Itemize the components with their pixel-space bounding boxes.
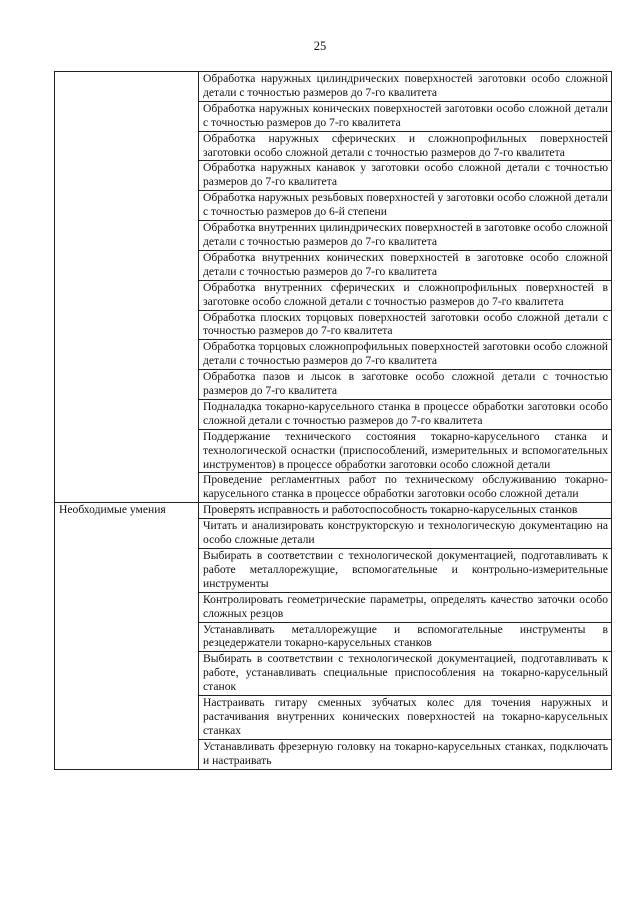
table-cell: Устанавливать фрезерную головку на токарно-карусельных станках, подключать и настраивать xyxy=(199,739,612,769)
page-number: 25 xyxy=(313,39,327,53)
table-cell: Обработка внутренних сферических и сложнопрофильных поверхностей в заготовке особо сложной детали с точностью размеров до 7-го квалитета xyxy=(199,280,612,310)
table-cell: Обработка пазов и лысок в заготовке особо сложной детали с точностью размеров до 7-го квалитета xyxy=(199,370,612,400)
table-cell: Проверять исправность и работоспособность токарно-карусельных станков xyxy=(199,503,612,519)
table-cell: Выбирать в соответствии с технологической документацией, подготавливать к работе, устанавливать специальные приспособления на токарно-карусельный станок xyxy=(199,652,612,696)
table-row xyxy=(55,503,612,519)
table-cell: Обработка наружных сферических и сложнопрофильных поверхностей заготовки особо сложной детали с точностью размеров до 7-го квалитета xyxy=(199,131,612,161)
table-cell: Обработка внутренних цилиндрических поверхностей в заготовке особо сложной детали с точностью размеров до 7-го квалитета xyxy=(199,221,612,251)
table-cell: Читать и анализировать конструкторскую и технологическую документацию на особо сложные детали xyxy=(199,519,612,549)
table-cell: Устанавливать металлорежущие и вспомогательные инструменты в резцедержатели токарно-карусельных станков xyxy=(199,622,612,652)
table-cell: Подналадка токарно-карусельного станка в процессе обработки заготовки особо сложной детали с точностью размеров до 7-го квалитета xyxy=(199,399,612,429)
table-cell: Поддержание технического состояния токарно-карусельного станка и технологической оснастки (приспособлений, измерительных и вспомогательных инструментов) в процессе обработки заготовки особо сложной детали xyxy=(199,429,612,473)
table-cell: Настраивать гитару сменных зубчатых колес для точения наружных и растачивания внутренних конических поверхностей на токарно-карусельных станках xyxy=(199,696,612,740)
table-cell: Контролировать геометрические параметры, определять качество заточки особо сложных резцов xyxy=(199,592,612,622)
table-cell: Обработка внутренних конических поверхностей в заготовке особо сложной детали с точностью размеров до 7-го квалитета xyxy=(199,250,612,280)
table-cell: Обработка наружных резьбовых поверхностей у заготовки особо сложной детали с точностью размеров до 6-й степени xyxy=(199,191,612,221)
table-cell: Выбирать в соответствии с технологической документацией, подготавливать к работе металлорежущие, вспомогательные и контрольно-измерительные инструменты xyxy=(199,549,612,593)
table-cell: Проведение регламентных работ по техническому обслуживанию токарно-карусельного станка в процессе обработки заготовки особо сложной детали xyxy=(199,473,612,503)
table-cell: Обработка наружных конических поверхностей заготовки особо сложной детали с точностью размеров до 7-го квалитета xyxy=(199,101,612,131)
row-label-skills: Необходимые умения xyxy=(55,503,199,769)
table-row xyxy=(55,72,612,102)
table-cell: Обработка торцовых сложнопрофильных поверхностей заготовки особо сложной детали с точностью размеров до 7-го квалитета xyxy=(199,340,612,370)
table-cell: Обработка наружных цилиндрических поверхностей заготовки особо сложной детали с точностью размеров до 7-го квалитета xyxy=(199,72,612,102)
table-cell: Обработка наружных канавок у заготовки особо сложной детали с точностью размеров до 7-го квалитета xyxy=(199,161,612,191)
table-cell: Обработка плоских торцовых поверхностей заготовки особо сложной детали с точностью размеров до 7-го квалитета xyxy=(199,310,612,340)
competency-table xyxy=(54,71,612,770)
row-label-empty xyxy=(55,72,199,503)
